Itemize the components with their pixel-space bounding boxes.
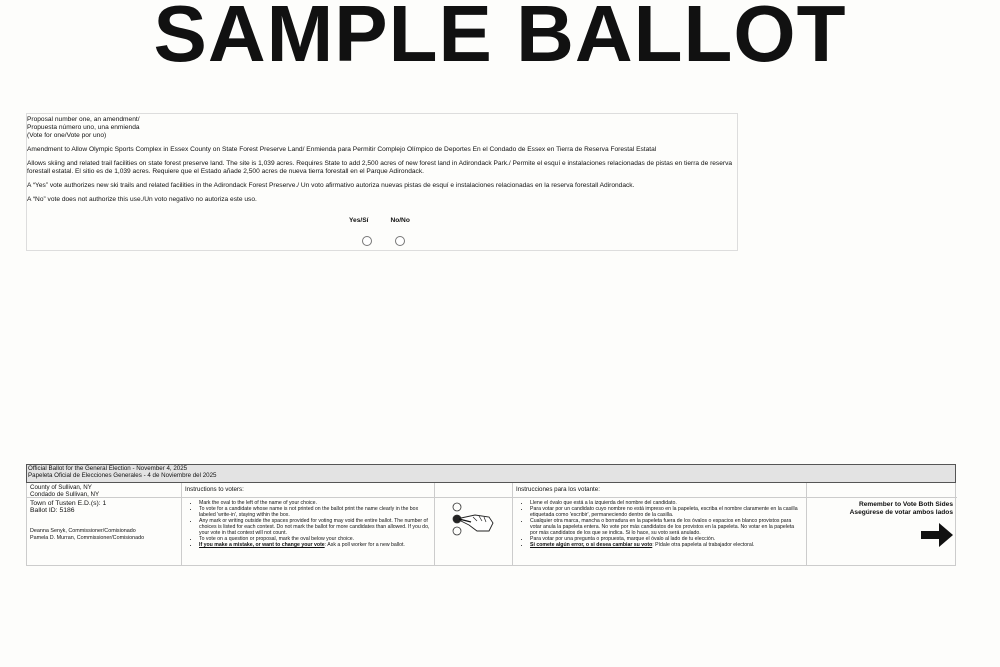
hand-illustration-cell — [435, 483, 513, 565]
proposal-one-box — [26, 113, 738, 251]
remember-cell — [807, 483, 957, 565]
hand-marking-oval-icon — [451, 501, 495, 537]
no-label: No/No — [390, 217, 410, 224]
no-vote-meaning: A “No” vote does not authorize this use./Un voto negativo no autoriza este uso. — [27, 196, 257, 203]
vote-options — [349, 217, 419, 225]
instruction-en-item: • To vote on a question or proposal, mark the oval below your choice. — [199, 536, 431, 542]
proposal-heading — [27, 116, 737, 140]
ballot-footer — [26, 464, 956, 564]
amendment-description: Allows skiing and related trail facilities on state forest preserve land. The site is 1,039 acres. Requires State to add 2,500 acres of new forest land in Adirondack Park./ Permite el esquí e instalaciones relacionadas de pistas en tierra de reserva forestall estatal. El sitio es de 1,039 acres. Requiere que el Estado añade 2,500 acres de nueva tierra forestall en el Parque Adirondack. — [27, 160, 733, 175]
proposal-title-es: Propuesta número uno, una enmienda — [27, 124, 140, 131]
mistake-en-bold: If you make a mistake, or want to change your vote — [199, 542, 325, 548]
instructions-es-cell — [513, 483, 807, 565]
instruction-es-item: • Llene el óvalo que está a la izquierda del nombre del candidato. — [530, 500, 803, 506]
instruction-en-item: • To vote for a candidate whose name is not printed on the ballot print the name clearly in the box labeled 'write-in', staying within the box. — [199, 506, 431, 518]
commissioner-2: Pamela D. Murran, Commissioner/Comisionado — [30, 535, 145, 541]
commissioner-1: Deanna Senyk, Commissioner/Comisionado — [30, 528, 136, 534]
town-ed: Town of Tusten E.D.(s): 1 — [30, 500, 107, 507]
yes-vote-meaning: A “Yes” vote authorizes new ski trails and related facilities in the Adirondack Forest Preserve./ Un voto afirmativo autoriza nuevas pistas de esquí e instalaciones relacionadas en la reserva forestall Adirondack. — [27, 182, 635, 189]
yes-label: Yes/Sí — [349, 217, 369, 224]
instruction-es-item: • Cualquier otra marca, mancha o borradura en la papeleta fuera de los óvalos o espacios en blanco provistos para votar anula la papeleta entera. No vote por más candidatos de los provistos en la papeleta. No votar en la papeleta por más candidatos de los que se indica. Si lo hace, su voto será anulado. — [530, 518, 803, 536]
mistake-es-rest: : Pídale otra papeleta al trabajador electoral. — [652, 542, 755, 548]
instruction-es-item: • Para votar por un candidato cuyo nombre no está impreso en la papeleta, escriba el nombre claramente en la casilla etiquetada como 'escribir', permaneciendo dentro de la casilla. — [530, 506, 803, 518]
vote-for-one: (Vote for one/Vote por uno) — [27, 132, 107, 139]
mistake-en-rest: : Ask a poll worker for a new ballot. — [324, 542, 405, 548]
remember-both-sides-es: Asegúrese de votar ambos lados — [849, 509, 953, 516]
official-ballot-title-es: Papeleta Oficial de Elecciones Generales - 4 de Noviembre del 2025 — [28, 472, 217, 479]
instruction-es-item: • Para votar por una pregunta o propuesta, marque el óvalo al lado de tu elección. — [530, 536, 803, 542]
instruction-en-mistake — [199, 542, 431, 548]
instructions-en-title: Instructions to voters: — [182, 483, 434, 498]
proposal-title-en: Proposal number one, an amendment/ — [27, 116, 140, 123]
instruction-es-mistake — [530, 542, 803, 548]
sample-ballot-watermark: SAMPLE BALLOT — [153, 0, 847, 78]
amendment-title: Amendment to Allow Olympic Sports Complex in Essex County on State Forest Preserve Land/ Enmienda para Permitir Complejo Olímpico de Deportes En el Condado de Essex en Tierra de Reserva Forestal Estatal — [27, 146, 657, 153]
yes-oval[interactable] — [362, 236, 372, 246]
county-cell — [27, 483, 182, 565]
no-oval[interactable] — [395, 236, 405, 246]
instruction-en-item: • Mark the oval to the left of the name of your choice. — [199, 500, 431, 506]
instructions-en-cell — [182, 483, 435, 565]
arrow-right-icon — [921, 523, 953, 547]
ballot-id: Ballot ID: 5186 — [30, 507, 75, 514]
official-ballot-header — [26, 464, 956, 483]
remember-both-sides-en: Remember to Vote Both Sides — [858, 501, 953, 508]
instructions-es-title: Instrucciones para los votante: — [513, 483, 806, 498]
official-ballot-title-en: Official Ballot for the General Election - November 4, 2025 — [28, 465, 188, 472]
mistake-es-bold: Si comete algún error, o si desea cambiar su voto — [530, 542, 653, 548]
instruction-en-item: • Any mark or writing outside the spaces provided for voting may void the entire ballot. The number of choices is listed for each contest. Do not mark the ballot for more candidates than allowed. If you do, your vote in that contest will not count. — [199, 518, 431, 536]
county-name-es: Condado de Sullivan, NY — [30, 491, 100, 498]
county-name-en: County of Sullivan, NY — [30, 484, 92, 491]
